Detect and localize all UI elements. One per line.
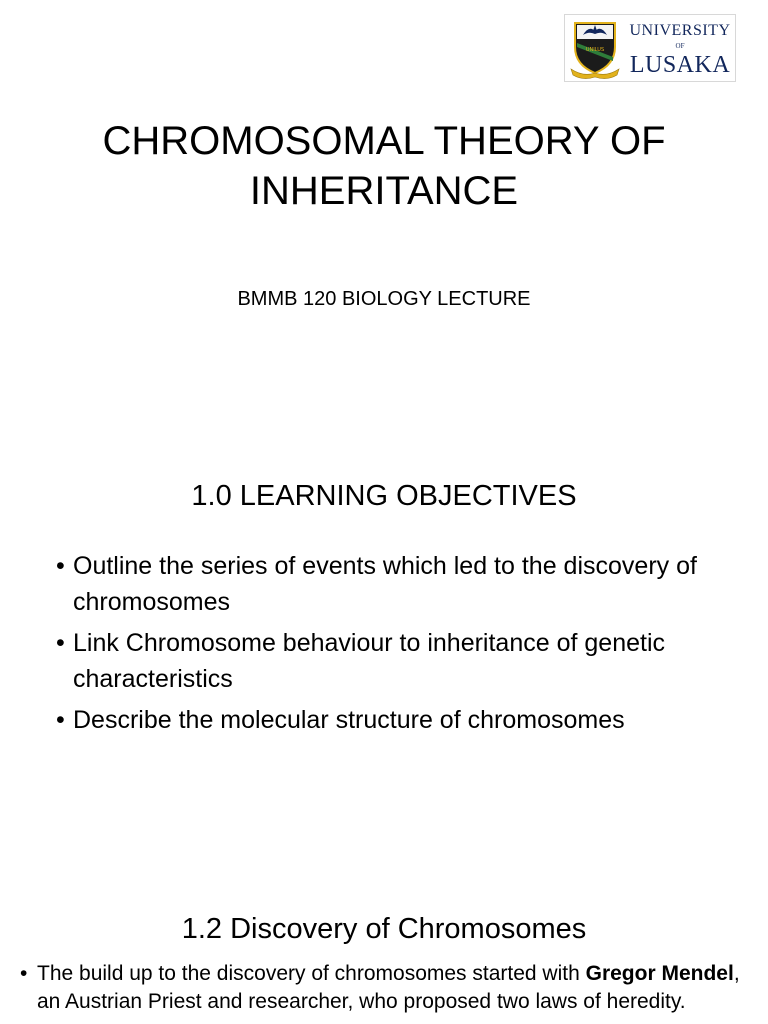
objective-text: Outline the series of events which led to the discovery of chromosomes <box>73 552 697 616</box>
logo-text-university: UNIVERSITY <box>629 22 731 39</box>
objective-item <box>56 702 716 738</box>
shield-crest-icon <box>569 17 621 79</box>
objective-item <box>56 548 716 620</box>
objective-text: Link Chromosome behaviour to inheritance of genetic characteristics <box>73 629 666 693</box>
course-subtitle: BMMB 120 BIOLOGY LECTURE <box>237 288 531 310</box>
logo-text-of: OF <box>675 42 685 50</box>
learning-objectives-heading: 1.0 LEARNING OBJECTIVES <box>191 480 577 512</box>
objective-text: Describe the molecular structure of chromosomes <box>73 706 625 734</box>
discovery-heading: 1.2 Discovery of Chromosomes <box>181 913 587 945</box>
mendel-name: Gregor Mendel <box>585 962 734 985</box>
shield-label: UNILUS <box>585 47 605 53</box>
learning-objectives-list <box>56 548 716 743</box>
discovery-text-end: , an Austrian Priest and researcher, who proposed two laws of heredity. <box>37 962 740 1013</box>
university-logo <box>564 14 736 82</box>
page-title: CHROMOSOMAL THEORY OF INHERITANCE <box>102 119 666 213</box>
bullet-icon: • <box>20 962 28 985</box>
discovery-text-start: The build up to the discovery of chromosomes started with <box>37 962 586 985</box>
bullet-icon: • <box>56 706 65 734</box>
discovery-text <box>20 960 740 1016</box>
objective-item <box>56 625 716 697</box>
bullet-icon: • <box>56 552 65 580</box>
bullet-icon: • <box>56 629 65 657</box>
discovery-paragraph <box>20 960 740 1016</box>
logo-text-lusaka: LUSAKA <box>629 52 731 78</box>
